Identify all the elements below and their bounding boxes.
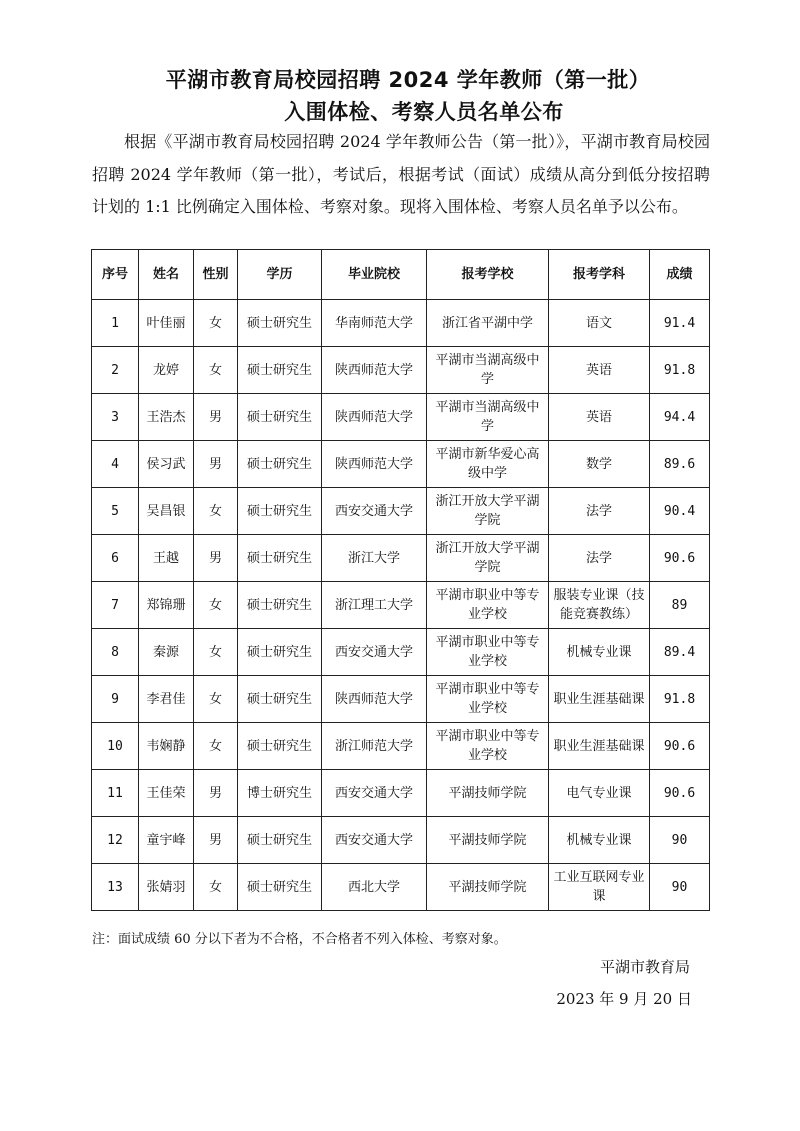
table-cell: 西安交通大学: [322, 817, 427, 864]
document-title-line2: 入围体检、考察人员名单公布: [284, 100, 564, 124]
table-row: [92, 770, 710, 817]
table-cell: 硕士研究生: [238, 347, 322, 394]
table-cell: 浙江大学: [322, 535, 427, 582]
table-cell: 童宇峰: [139, 817, 194, 864]
table-row: [92, 817, 710, 864]
table-cell: 男: [194, 394, 238, 441]
table-cell: 叶佳丽: [139, 300, 194, 347]
table-cell: 女: [194, 629, 238, 676]
table-cell: 秦源: [139, 629, 194, 676]
table-cell: 女: [194, 300, 238, 347]
table-cell: 硕士研究生: [238, 864, 322, 911]
table-cell: 女: [194, 723, 238, 770]
table-cell: 12: [92, 817, 139, 864]
table-cell: 平湖市职业中等专业学校: [427, 676, 549, 723]
table-cell: 91.8: [650, 676, 710, 723]
table-cell: 张婧羽: [139, 864, 194, 911]
table-cell: 硕士研究生: [238, 629, 322, 676]
table-cell: 平湖技师学院: [427, 817, 549, 864]
table-cell: 机械专业课: [549, 817, 650, 864]
column-header: 性别: [194, 250, 238, 300]
table-cell: 硕士研究生: [238, 723, 322, 770]
table-cell: 王佳荣: [139, 770, 194, 817]
column-header: 姓名: [139, 250, 194, 300]
table-cell: 博士研究生: [238, 770, 322, 817]
table-cell: 郑锦珊: [139, 582, 194, 629]
table-row: [92, 347, 710, 394]
table-row: [92, 723, 710, 770]
table-row: [92, 676, 710, 723]
table-cell: 硕士研究生: [238, 488, 322, 535]
table-body: [92, 300, 710, 911]
table-cell: 侯习武: [139, 441, 194, 488]
table-cell: 男: [194, 770, 238, 817]
column-header: 毕业院校: [322, 250, 427, 300]
table-cell: 华南师范大学: [322, 300, 427, 347]
table-cell: 89: [650, 582, 710, 629]
table-cell: 7: [92, 582, 139, 629]
table-cell: 11: [92, 770, 139, 817]
table-cell: 浙江开放大学平湖学院: [427, 488, 549, 535]
table-row: [92, 535, 710, 582]
table-cell: 91.8: [650, 347, 710, 394]
table-cell: 英语: [549, 394, 650, 441]
table-cell: 3: [92, 394, 139, 441]
table-cell: 电气专业课: [549, 770, 650, 817]
table-cell: 服装专业课（技能竞赛教练）: [549, 582, 650, 629]
table-row: [92, 394, 710, 441]
table-cell: 浙江理工大学: [322, 582, 427, 629]
issuer-name: 平湖市教育局: [599, 958, 690, 976]
table-cell: 语文: [549, 300, 650, 347]
table-cell: 李君佳: [139, 676, 194, 723]
candidate-table: [91, 249, 710, 911]
table-cell: 龙婷: [139, 347, 194, 394]
table-cell: 90.6: [650, 723, 710, 770]
table-cell: 硕士研究生: [238, 300, 322, 347]
table-cell: 10: [92, 723, 139, 770]
table-cell: 90: [650, 864, 710, 911]
table-cell: 2: [92, 347, 139, 394]
table-cell: 硕士研究生: [238, 441, 322, 488]
table-row: [92, 864, 710, 911]
footnote: 注：面试成绩 60 分以下者为不合格，不合格者不列入体检、考察对象。: [92, 932, 507, 947]
table-cell: 数学: [549, 441, 650, 488]
table-cell: 89.4: [650, 629, 710, 676]
table-cell: 90.6: [650, 535, 710, 582]
table-cell: 硕士研究生: [238, 676, 322, 723]
table-cell: 吴昌银: [139, 488, 194, 535]
table-row: [92, 441, 710, 488]
table-cell: 法学: [549, 488, 650, 535]
document-title-line1: 平湖市教育局校园招聘 2024 学年教师（第一批）: [165, 68, 651, 92]
table-cell: 平湖市当湖高级中学: [427, 347, 549, 394]
table-cell: 平湖市职业中等专业学校: [427, 723, 549, 770]
table-cell: 西安交通大学: [322, 629, 427, 676]
column-header: 成绩: [650, 250, 710, 300]
table-cell: 西北大学: [322, 864, 427, 911]
table-cell: 1: [92, 300, 139, 347]
column-header: 序号: [92, 250, 139, 300]
table-cell: 女: [194, 864, 238, 911]
table-cell: 职业生涯基础课: [549, 676, 650, 723]
table-cell: 90.4: [650, 488, 710, 535]
column-header: 学历: [238, 250, 322, 300]
table-cell: 90: [650, 817, 710, 864]
table-cell: 女: [194, 582, 238, 629]
table-cell: 平湖市新华爱心高级中学: [427, 441, 549, 488]
table-cell: 91.4: [650, 300, 710, 347]
table-cell: 90.6: [650, 770, 710, 817]
table-row: [92, 300, 710, 347]
intro-paragraph: 根据《平湖市教育局校园招聘 2024 学年教师公告（第一批）》，平湖市教育局校园招聘 2024 学年教师（第一批），考试后，根据考试（面试）成绩从高分到低分按招聘计划的 1:1 比例确定入围体检、考察对象。现将入围体检、考察人员名单予以公布。: [92, 132, 710, 216]
table-cell: 硕士研究生: [238, 394, 322, 441]
table-cell: 浙江省平湖中学: [427, 300, 549, 347]
table-cell: 王浩杰: [139, 394, 194, 441]
column-header: 报考学校: [427, 250, 549, 300]
table-row: [92, 582, 710, 629]
table-cell: 平湖技师学院: [427, 864, 549, 911]
table-cell: 硕士研究生: [238, 535, 322, 582]
table-cell: 男: [194, 535, 238, 582]
table-cell: 韦娴静: [139, 723, 194, 770]
table-cell: 英语: [549, 347, 650, 394]
table-cell: 8: [92, 629, 139, 676]
table-cell: 平湖市职业中等专业学校: [427, 629, 549, 676]
table-cell: 平湖市当湖高级中学: [427, 394, 549, 441]
table-cell: 陕西师范大学: [322, 394, 427, 441]
table-cell: 陕西师范大学: [322, 441, 427, 488]
table-cell: 6: [92, 535, 139, 582]
table-cell: 西安交通大学: [322, 770, 427, 817]
table-cell: 5: [92, 488, 139, 535]
table-cell: 浙江开放大学平湖学院: [427, 535, 549, 582]
table-cell: 男: [194, 441, 238, 488]
column-header: 报考学科: [549, 250, 650, 300]
table-cell: 9: [92, 676, 139, 723]
table-cell: 陕西师范大学: [322, 347, 427, 394]
table-cell: 女: [194, 488, 238, 535]
table-cell: 4: [92, 441, 139, 488]
table-cell: 王越: [139, 535, 194, 582]
table-cell: 13: [92, 864, 139, 911]
table-cell: 94.4: [650, 394, 710, 441]
table-cell: 陕西师范大学: [322, 676, 427, 723]
table-cell: 89.6: [650, 441, 710, 488]
table-cell: 机械专业课: [549, 629, 650, 676]
table-cell: 工业互联网专业课: [549, 864, 650, 911]
issue-date: 2023 年 9 月 20 日: [556, 990, 692, 1008]
table-cell: 职业生涯基础课: [549, 723, 650, 770]
table-cell: 硕士研究生: [238, 582, 322, 629]
table-header-row: [92, 250, 710, 300]
table-cell: 西安交通大学: [322, 488, 427, 535]
table-cell: 平湖技师学院: [427, 770, 549, 817]
table-cell: 女: [194, 347, 238, 394]
table-cell: 平湖市职业中等专业学校: [427, 582, 549, 629]
table-cell: 男: [194, 817, 238, 864]
table-row: [92, 488, 710, 535]
table-cell: 浙江师范大学: [322, 723, 427, 770]
table-row: [92, 629, 710, 676]
table-cell: 硕士研究生: [238, 817, 322, 864]
table-cell: 法学: [549, 535, 650, 582]
table-cell: 女: [194, 676, 238, 723]
